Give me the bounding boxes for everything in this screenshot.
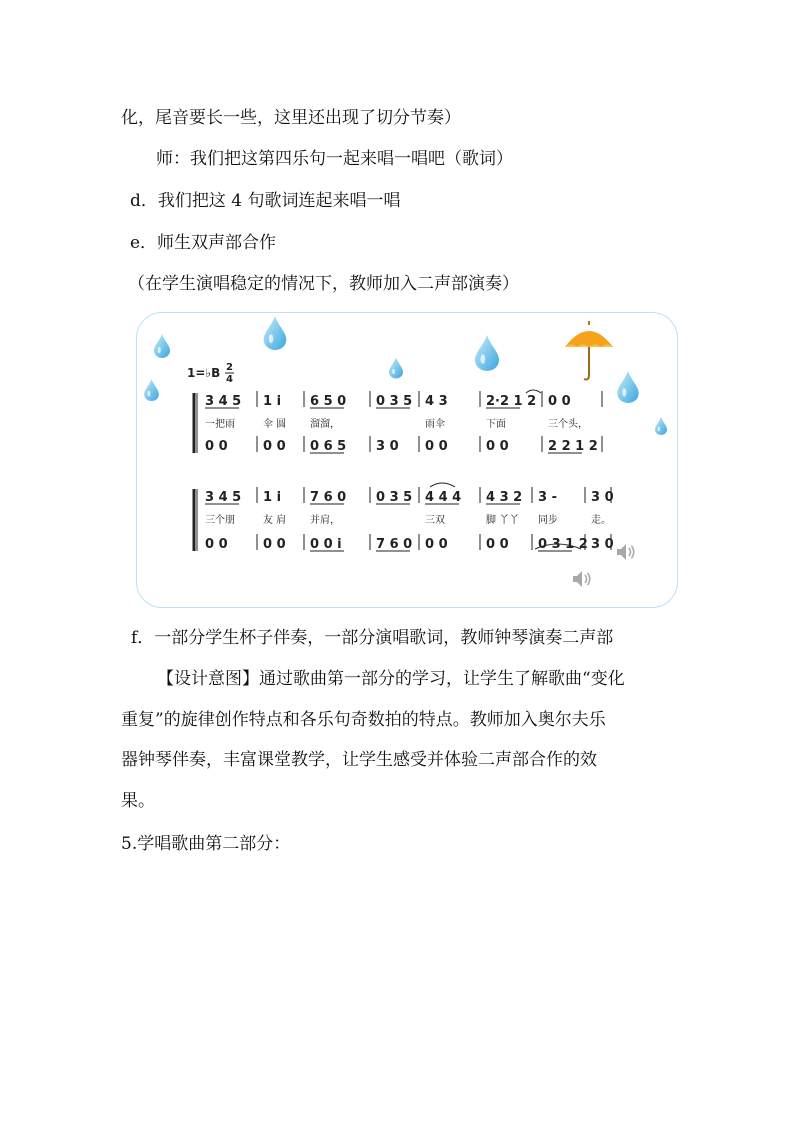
lyric-text: 三个朋 (205, 515, 235, 526)
harmony-note-group: 0 0 (263, 439, 286, 454)
raindrop-icon (475, 335, 499, 371)
lyric-text: 三双 (425, 515, 445, 526)
harmony-note-group: 0 6 5 (310, 439, 347, 454)
paragraph-1: 化，尾音要长一些，这里还出现了切分节奏） (121, 108, 461, 128)
melody-note-group: 3 - (538, 490, 557, 505)
score-image (136, 312, 678, 608)
melody-note-group: 7 6 0 (310, 490, 347, 505)
melody-note-group: 4 3 2 (486, 490, 523, 505)
melody-note-group: 2·2 1 2 (486, 394, 537, 409)
lyric-text: 下面 (486, 419, 506, 430)
harmony-note-group: 0 0 (205, 439, 228, 454)
lyric-text: 溜溜， (310, 419, 340, 430)
paragraph-7: 【设计意图】通过歌曲第一部分的学习，让学生了解歌曲“变化 (157, 669, 625, 689)
lyric-text: 同步 (538, 515, 558, 526)
raindrop-icon (264, 316, 287, 350)
harmony-note-group: 0 0 (425, 439, 448, 454)
lyric-text: 伞 圆 (263, 419, 287, 430)
time-signature-bottom: 4 (226, 374, 233, 385)
speaker-icon[interactable] (573, 571, 590, 587)
key-signature: 1=♭B (187, 366, 221, 380)
lyric-text: 并肩， (310, 515, 340, 526)
paragraph-9: 器钟琴伴奏，丰富课堂教学，让学生感受并体验二声部合作的效 (121, 750, 597, 770)
paragraph-11: 5.学唱歌曲第二部分： (121, 834, 291, 854)
harmony-note-group: 0 3 1 2 (538, 537, 588, 552)
raindrop-icon (389, 358, 403, 379)
harmony-note-group: 0 0 (486, 537, 509, 552)
paragraph-3: d．我们把这 4 句歌词连起来唱一唱 (130, 191, 401, 211)
harmony-note-group: 0 0 (205, 537, 228, 552)
raindrop-icon (144, 379, 159, 401)
melody-note-group: 0 0 (548, 394, 571, 409)
harmony-note-group: 0 0 (263, 537, 286, 552)
harmony-note-group: 3 0 (376, 439, 399, 454)
melody-note-group: 6 5 0 (310, 394, 347, 409)
speaker-icon[interactable] (617, 544, 634, 560)
paragraph-6: f．一部分学生杯子伴奏，一部分演唱歌词，教师钟琴演奏二声部 (131, 628, 614, 648)
raindrop-icon (617, 371, 638, 403)
melody-note-group: 4 3 (425, 394, 448, 409)
raindrop-icon (655, 417, 667, 435)
lyric-text: 三个头， (548, 419, 588, 430)
lyric-text: 雨伞 (425, 419, 445, 430)
melody-note-group: 4 4 4 (425, 490, 462, 505)
harmony-note-group: 3 0 (591, 537, 614, 552)
paragraph-5: （在学生演唱稳定的情况下，教师加入二声部演奏） (128, 274, 519, 294)
score-svg (137, 313, 677, 607)
paragraph-4: e．师生双声部合作 (130, 233, 277, 253)
harmony-note-group: 2 2 1 2 (548, 439, 598, 454)
harmony-note-group: 0 0 (425, 537, 448, 552)
lyric-text: 走。 (591, 515, 611, 526)
melody-note-group: 3 4 5 (205, 394, 242, 409)
lyric-text: 一把雨 (205, 419, 235, 430)
melody-note-group: 3 0 (591, 490, 614, 505)
paragraph-8: 重复”的旋律创作特点和各乐句奇数拍的特点。教师加入奥尔夫乐 (121, 710, 606, 730)
harmony-note-group: 0 0 (486, 439, 509, 454)
melody-note-group: 1 i (263, 490, 282, 505)
melody-note-group: 1 i (263, 394, 282, 409)
raindrop-icon (154, 334, 170, 358)
lyric-text: 脚 丫丫 (486, 515, 520, 526)
harmony-note-group: 0 0 i (310, 537, 342, 552)
melody-note-group: 3 4 5 (205, 490, 242, 505)
harmony-note-group: 7 6 0 (376, 537, 413, 552)
paragraph-10: 果。 (121, 791, 155, 811)
melody-note-group: 0 3 5 (376, 394, 413, 409)
melody-note-group: 0 3 5 (376, 490, 413, 505)
paragraph-2: 师：我们把这第四乐句一起来唱一唱吧（歌词） (156, 149, 513, 169)
lyric-text: 友 肩 (263, 515, 287, 526)
umbrella-icon (565, 321, 613, 380)
time-signature-top: 2 (226, 362, 233, 373)
